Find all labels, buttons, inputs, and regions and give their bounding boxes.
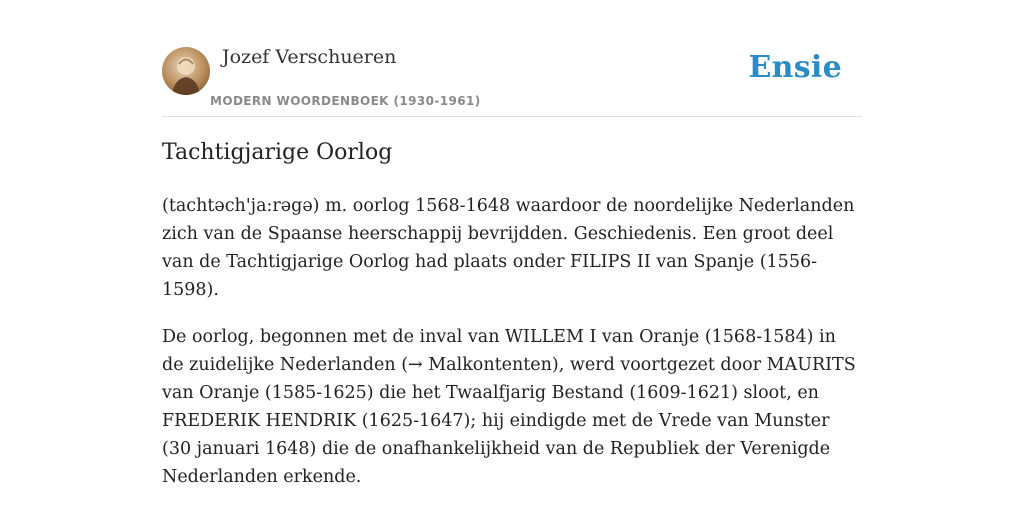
- author-name[interactable]: Jozef Verschueren: [222, 46, 397, 68]
- author-avatar[interactable]: [162, 47, 210, 95]
- source-label[interactable]: MODERN WOORDENBOEK (1930-1961): [210, 94, 481, 108]
- portrait-photo-icon: [162, 47, 210, 95]
- header: [162, 44, 862, 117]
- entry-title: Tachtigjarige Oorlog: [162, 140, 393, 165]
- entry-paragraph: (tachtəch'ja:rəgə) m. oorlog 1568-1648 waardoor de noordelijke Nederlanden zich van de Spaanse heerschappij bevrijdden. Geschiedenis. Een groot deel van de Tachtigjarige Oorlog had plaats onder FILIPS II van Spanje (1556-1598).: [162, 196, 855, 300]
- entry-paragraph: De oorlog, begonnen met de inval van WILLEM I van Oranje (1568-1584) in de zuidelijke Nederlanden (→ Malkontenten), werd voortgezet door MAURITS van Oranje (1585-1625) die het Twaalfjarig Bestand (1609-1621) sloot, en FREDERIK HENDRIK (1625-1647); hij eindigde met de Vrede van Munster (30 januari 1648) die de onafhankelijkheid van de Republiek der Verenigde Nederlanden erkende.: [162, 327, 856, 487]
- ensie-logo[interactable]: Ensie: [748, 50, 842, 85]
- entry-body: [162, 192, 862, 510]
